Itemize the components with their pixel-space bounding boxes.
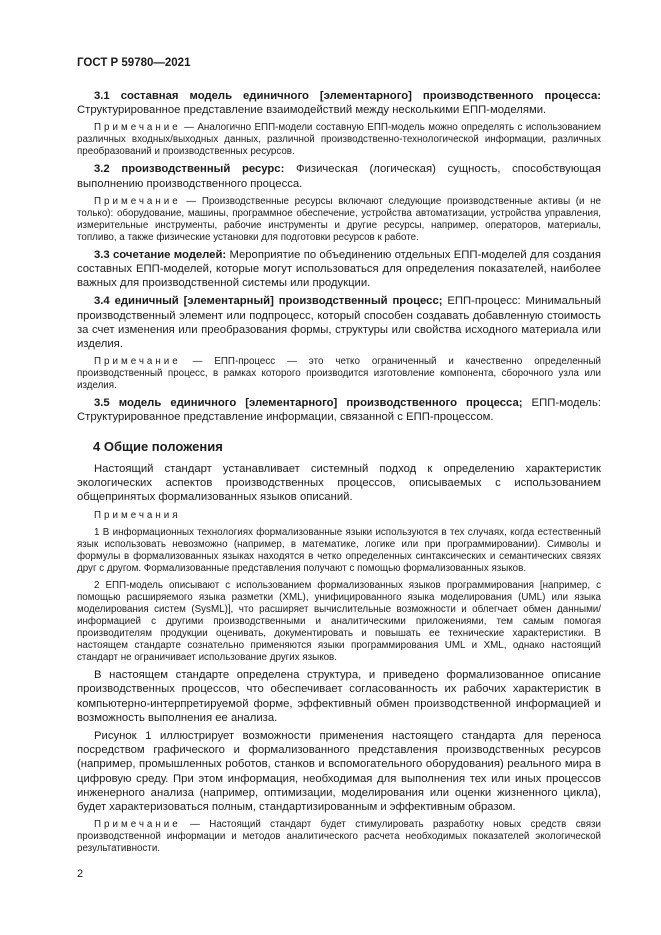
note-label: Примечание	[94, 195, 181, 207]
term-3-4-bold	[94, 295, 443, 307]
final-note	[77, 819, 601, 855]
term-3-2-body: Физическая (логическая) сущность, способствующая выполнению производственного процесса.	[77, 163, 601, 190]
term-3-4-number: 3.4	[94, 295, 110, 308]
numbered-note-1	[77, 527, 601, 575]
term-3-1-term: составная модель единичного [элементарного] производственного процесса:	[120, 90, 602, 102]
term-3-3-bold	[94, 249, 226, 261]
notes-plural-label: Примечания	[94, 510, 181, 522]
term-3-4-body: ЕПП-процесс: Минимальный производственный элемент или подпроцесс, который способен создавать добавленную стоимость за счет изменения или преобразования формы, структуры или свойства исходного материала или изделия.	[77, 295, 602, 351]
section-4-intro-paragraph: Настоящий стандарт устанавливает системный подход к определению характеристик экологических аспектов производственных процессов, описываемых с использованием общепринятых формализованных языков описаний.	[77, 462, 601, 504]
note-after-3-2	[77, 196, 601, 244]
term-3-2-number: 3.2	[94, 163, 110, 176]
numbered-note-2	[77, 580, 601, 664]
section-4-paragraph-structure: В настоящем стандарте определена структура, и приведено формализованное описание производственных процессов, что обеспечивает согласованность их рабочих характеристик в компьютерно-интерпретируемой форме, эффективный обмен производственной информацией и возможность выполнения ее анализа.	[77, 669, 601, 724]
note-2-number: 2	[94, 580, 100, 592]
note-1-text: В информационных технологиях формализованные языки используются в тех случаях, когда естественный язык использовать невозможно (например, в математике, логике или при программировании). Символы и формулы в формализованных языках находятся в четко определенных синтаксических и семантических связях друг с другом. Формализованные представления получают с помощью формализованных языков.	[77, 527, 601, 575]
page-number: 2	[77, 868, 84, 881]
note-text: — Настоящий стандарт будет стимулировать разработку новых средств связи производственной информации и методов аналитического расчета необходимых показателей экологической результативности.	[77, 819, 601, 855]
term-3-1-body: Структурированное представление взаимодействий между несколькими ЕПП-моделями.	[77, 104, 547, 117]
term-3-2-bold	[94, 163, 284, 175]
term-definition-3-1	[77, 89, 601, 117]
section-heading-4: 4 Общие положения	[93, 438, 223, 454]
term-3-5-bold	[94, 397, 523, 409]
term-definition-3-2	[77, 162, 601, 190]
term-3-5-term: модель единичного [элементарного] производственного процесса;	[118, 397, 523, 410]
term-3-2-term: производственный ресурс:	[121, 163, 285, 176]
term-3-3-number: 3.3	[94, 248, 110, 261]
term-definition-3-5	[77, 396, 601, 424]
term-3-1-bold	[94, 90, 601, 102]
note-text: — Производственные ресурсы включают следующие производственные активы (и не только): оборудование, машины, программное обеспечение, устройства автоматизации, устройства управления, измерительные инструменты, рабочие инструменты и другие ресурсы, например, операторов, материалы, топливо, а также физические установки для подготовки ресурсов к работе.	[77, 195, 601, 243]
note-label: Примечание	[94, 356, 181, 368]
term-3-5-number: 3.5	[94, 397, 110, 410]
section-4-paragraph-figure1: Рисунок 1 иллюстрирует возможности применения настоящего стандарта для переноса посредством графического и формализованного представления производственных ресурсов (например, промышленных роботов, станков и вспомогательного оборудования) реального мира в цифровую среду. При этом информация, необходимая для выполнения тех или иных процессов инженерного анализа (например, оптимизации, моделирования или оценки жизненного цикла), будет характеризоваться полным, стандартизированным и эффективным образом.	[77, 730, 601, 814]
term-definition-3-4	[77, 294, 601, 351]
note-text: — ЕПП-процесс — это четко ограниченный и качественно определенный производственный процесс, в рамках которого производится изготовление компонента, сборочного узла или изделия.	[77, 356, 601, 392]
note-after-3-1	[77, 122, 601, 158]
term-3-1-number: 3.1	[94, 90, 110, 102]
term-definition-3-3	[77, 248, 601, 291]
note-label: Примечание	[94, 122, 181, 134]
term-3-3-body: Мероприятие по объединению отдельных ЕПП-моделей для создания составных ЕПП-моделей, которые могут использоваться для определения показателей, наиболее важных для производственной системы или продукции.	[77, 248, 601, 290]
note-text: — Аналогично ЕПП-модели составную ЕПП-модель можно определять с использованием различных входных/выходных данных, различной производственно-технологической информации, различных преобразований и производственных ресурсов.	[77, 122, 601, 158]
note-1-number: 1	[94, 527, 100, 539]
note-after-3-4	[77, 356, 601, 392]
note-label: Примечание	[94, 819, 181, 831]
note-2-text: ЕПП-модель описывают с использованием формализованных языков программирования [например, с помощью расширяемого языка разметки (XML), унифицированного языка моделирования (UML) или языка моделирования систем (SysML)], что расширяет вычислительные возможности и облегчает обмен данными/информацией с другими производственными и аналитическими приложениями, тем самым помогая производителям продукции оценивать, документировать и повышать ее технические характеристики. В настоящем стандарте сознательно применяются языки программирования UML и XML, однако настоящий стандарт не ограничивает использование других языков.	[77, 580, 601, 664]
doc-header: ГОСТ Р 59780—2021	[77, 57, 191, 69]
term-3-4-term: единичный [элементарный] производственный процесс;	[114, 295, 443, 308]
term-3-5-body: ЕПП-модель: Структурированное представление информации, связанной с ЕПП-процессом.	[77, 397, 601, 424]
term-3-3-term: сочетание моделей:	[113, 248, 227, 261]
